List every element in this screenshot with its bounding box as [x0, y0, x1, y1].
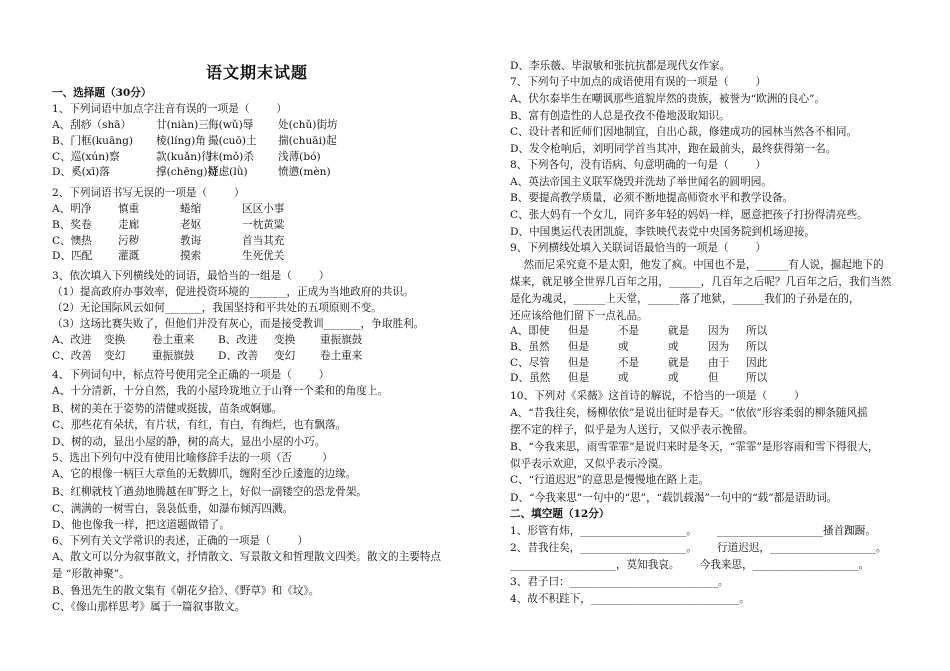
left-line: 一、选择题（30分） — [52, 87, 152, 99]
option-cell: 卷土重来 — [320, 349, 363, 362]
option-cell: 因此 — [746, 356, 768, 369]
right-line: 似乎表示欢迎，又似乎表示冷漠。 — [510, 458, 669, 470]
option-row — [52, 334, 452, 350]
option-cell: 因为 — [708, 340, 730, 353]
option-cell: 教诲 — [180, 234, 202, 247]
left-line: （3）这场比赛失败了，但他们并没有灰心，而是接受教训_______，争取胜利。 — [52, 318, 425, 330]
option-cell: 区区小事 — [242, 203, 285, 215]
option-cell: 浅薄(bó) — [278, 150, 321, 163]
right-line: A、伏尔泰毕生在嘲讽那些道貌岸然的贵族，被誉为“欧洲的良心”。 — [510, 93, 826, 105]
left-line: C、《像山那样思考》属于一篇叙事散文。 — [52, 601, 246, 613]
right-line: 摆不定的样子，似乎是为人送行，又似乎表示挽留。 — [510, 424, 754, 436]
left-line: （2）无论国际风云如何_______，我国坚持和平共处的五项原则不变。 — [52, 302, 382, 314]
right-line: 然而尼采究竟不是太阳，他发了疯。中国也不是，______有人说，掘起地下的 — [510, 259, 884, 271]
right-line: 还应该给他们留下一点礼品。 — [510, 310, 648, 322]
option-cell: 款(kuǎn)待 — [156, 150, 212, 163]
right-line: 1、形管有炜，____________________。 ____________________搔首踟蹰。 — [510, 525, 876, 537]
left-line: C、那些花有朵状，有片状，有红，有白，有绚烂，也有飘落。 — [52, 419, 347, 431]
option-cell: 侮(wǔ)辱 — [208, 119, 254, 131]
option-cell: 重振旗鼓 — [320, 334, 363, 346]
right-line: A、“昔我往矣，杨柳依依”是说出征时是春天。“依依”形容柔弱的柳条随风摇 — [510, 407, 868, 419]
left-line: 5、选出下列句中没有使用比喻修辞手法的一项（否 ） — [52, 452, 333, 464]
right-line: B、“今我来思，雨雪霏霏”是说归来时是冬天，“霏霏”是形容雨和雪下得很大， — [510, 441, 879, 453]
left-line: 4、下列词句中，标点符号使用完全正确的一项是（ ） — [52, 369, 330, 381]
right-line: 9、下列横线处填入关联词语最恰当的一项是（ ） — [510, 242, 767, 254]
left-line: A、散文可以分为叙事散文，抒情散文、写景散文和哲理散文四类。散文的主要特点 — [52, 551, 442, 563]
option-row — [52, 166, 452, 182]
option-cell: 一枕黄粱 — [242, 218, 285, 231]
left-line: 2、下列词语书写无误的一项是（ ） — [52, 187, 245, 199]
option-cell: C、懊热 — [52, 234, 92, 247]
option-cell: 但 — [708, 372, 719, 385]
option-cell: 或 — [618, 372, 629, 385]
option-cell: 走廊 — [118, 218, 140, 231]
option-row — [52, 135, 452, 151]
right-line: C、“行道迟迟”的意思是慢慢地在路上走。 — [510, 474, 710, 486]
left-line: （1）提高政府办事效率，促进投资环境的_______，正成为当地政府的共识。 — [52, 286, 414, 298]
option-row — [52, 203, 452, 219]
q9-options — [510, 325, 910, 388]
right-line: ____________________，莫知我哀。 今我来思，____________________。 — [510, 559, 870, 571]
option-cell: 但是 — [568, 372, 590, 385]
option-cell: 生死优关 — [242, 250, 285, 263]
option-row — [510, 325, 910, 341]
option-cell: 抹(mǒ)杀 — [208, 150, 254, 163]
option-cell: A、改进 — [52, 334, 92, 346]
left-line: B、鲁迅先生的散文集有《朝花夕拾》、《野草》和《坟》。 — [52, 585, 320, 597]
right-line: 10、下列对《采薇》这首诗的解说，不恰当的一项是（ ） — [510, 390, 805, 402]
left-line: D、树的动，显出小屋的静，树的高大，显出小屋的小巧。 — [52, 436, 326, 448]
option-cell: 所以 — [746, 340, 768, 353]
option-cell: 由于 — [708, 356, 730, 369]
option-cell: 或 — [668, 340, 679, 353]
left-line: 6、下列有关文学常识的表述，正确的一项是（ ） — [52, 535, 309, 547]
option-cell: A、明净 — [52, 203, 92, 215]
option-cell: 因为 — [708, 325, 730, 337]
right-line: C、张大妈有一个女儿，同许多年轻的妈妈一样，愿意把孩子打扮得清亮些。 — [510, 209, 868, 221]
option-cell: 愤懑(mèn) — [278, 166, 331, 179]
option-cell: 污秽 — [118, 234, 140, 247]
option-cell: 疑虑(lǜ) — [208, 166, 248, 179]
option-cell: B、虽然 — [510, 340, 550, 353]
option-cell: 首当其充 — [242, 234, 285, 247]
right-line: 2、昔我往矣，____________________。 行道迟迟，____________________。 — [510, 542, 887, 554]
option-cell: B、改进 — [218, 334, 258, 346]
option-cell: 撑(chēng)持 — [156, 166, 219, 179]
option-cell: 变换 — [104, 334, 126, 346]
right-line: D、中国奥运代表团凯旋，李铁映代表党中央国务院到机场迎接。 — [510, 226, 816, 238]
q3-options — [52, 334, 452, 366]
left-line: B、红柳就枝丫遒劲地腾越在旷野之上，好似一副镂空的恐龙骨架。 — [52, 486, 368, 498]
option-cell: 变幻 — [274, 349, 296, 362]
option-cell: 但是 — [568, 356, 590, 369]
left-line: D、他也像我一样，把这道题做错了。 — [52, 519, 230, 531]
option-cell: B、奖卷 — [52, 218, 92, 231]
right-line: 二、填空题（12分） — [510, 508, 610, 520]
option-cell: 就是 — [668, 356, 690, 369]
option-cell: 或 — [618, 340, 629, 353]
left-line: 1、下列词语中加点字注音有误的一项是（ ） — [52, 103, 287, 115]
option-cell: 变换 — [274, 334, 296, 346]
right-line: 4、故不积跬下，____________________________。 — [510, 593, 750, 605]
page-title: 语文期末试题 — [205, 63, 308, 82]
option-cell: 或 — [668, 372, 679, 385]
option-cell: 揣(chuāi)起 — [278, 134, 337, 147]
option-cell: 慎重 — [118, 203, 140, 215]
q1-options — [52, 119, 452, 182]
option-cell: 所以 — [746, 372, 768, 385]
right-line: C、设计者和匠师们因地制宜，自出心裁，修建成功的园林当然各不相同。 — [510, 126, 858, 138]
option-cell: 但是 — [568, 340, 590, 353]
option-cell: B、门框(kuāng) — [52, 134, 133, 147]
option-cell: A、即使 — [510, 325, 550, 337]
option-cell: C、尽管 — [510, 356, 550, 369]
right-line: D、“今我来思”一句中的“思”，“载饥载渴”一句中的“载”都是语助词。 — [510, 492, 838, 504]
right-line: 3、君子曰：____________________________。 — [510, 576, 729, 588]
option-cell: 就是 — [668, 325, 690, 337]
right-line: D、李乐薇、毕淑敏和张抗抗都是现代女作家。 — [510, 60, 731, 72]
option-cell: A、刮痧（shā） — [52, 119, 132, 131]
option-cell: 变幻 — [104, 349, 126, 362]
option-cell: 灌溉 — [118, 250, 140, 263]
option-row — [510, 372, 910, 388]
option-cell: 棱(líng)角 — [156, 134, 206, 147]
option-cell: 摸索 — [180, 250, 202, 263]
option-row — [52, 219, 452, 235]
right-line: B、富有创造性的人总是孜孜不倦地汲取知识。 — [510, 110, 730, 122]
option-cell: 但是 — [568, 325, 590, 337]
option-cell: D、奚(xī)落 — [52, 166, 110, 179]
right-line: 8、下列各句，没有语病、句意明确的一句是（ ） — [510, 159, 767, 171]
option-cell: D、匹配 — [52, 250, 93, 263]
option-cell: 处(chǔ)街坊 — [278, 119, 338, 131]
option-cell: 所以 — [746, 325, 768, 337]
right-line: D、发令枪响后，刘明同学首当其冲，跑在最前头，最终获得第一名。 — [510, 143, 837, 155]
option-cell: 老妪 — [180, 218, 202, 231]
left-line: B、树的美在于姿势的清健或挺拔，苗条或婀娜。 — [52, 403, 283, 415]
left-line: 3、依次填入下列横线处的词语，最恰当的一组是（ ） — [52, 270, 330, 282]
option-cell: C、改善 — [52, 349, 92, 362]
option-cell: 重振旗鼓 — [152, 349, 195, 362]
option-row — [52, 151, 452, 167]
right-line: 煤来，就足够全世界几百年之用，______，几百年之后呢？几百年之后，我们当然 — [510, 276, 892, 288]
option-cell: D、改善 — [218, 349, 259, 362]
option-cell: D、虽然 — [510, 372, 551, 385]
right-line: A、英法帝国主义联军烧毁并洗劫了举世闻名的圆明园。 — [510, 176, 772, 188]
right-line: 7、下列句子中加点的成语使用有误的一项是（ ） — [510, 76, 767, 88]
option-row — [52, 350, 452, 366]
option-cell: C、巡(xún)察 — [52, 150, 120, 163]
right-line: B、要提高教学质量，必须不断地提高师资水平和教学设备。 — [510, 192, 794, 204]
option-cell: 不是 — [618, 356, 640, 369]
option-cell: 廿(niàn)三 — [156, 119, 209, 131]
option-row — [510, 357, 910, 373]
option-row — [510, 341, 910, 357]
left-line: 是 “形散神聚”。 — [52, 568, 130, 580]
left-line: A、它的根像一柄巨大章鱼的无数脚爪，缠附至沙丘逶迤的边缘。 — [52, 468, 357, 480]
option-cell: 蜷缩 — [180, 203, 202, 215]
left-line: A、十分清新，十分自然，我的小屋玲珑地立于山脊一个柔和的角度上。 — [52, 385, 389, 397]
left-line: C、满满的一树雪白，袅袅低垂，如瀑布倾泻四溅。 — [52, 503, 294, 515]
option-row — [52, 119, 452, 135]
option-cell: 卷土重来 — [152, 334, 195, 346]
option-cell: 撮(cuō)土 — [208, 134, 257, 147]
q2-options — [52, 203, 452, 266]
option-cell: 不是 — [618, 325, 640, 337]
right-line: 是化为魂灵，______上天堂，______落了地狱，______我们的子孙是在的， — [510, 293, 860, 305]
option-row — [52, 235, 452, 251]
option-row — [52, 250, 452, 266]
